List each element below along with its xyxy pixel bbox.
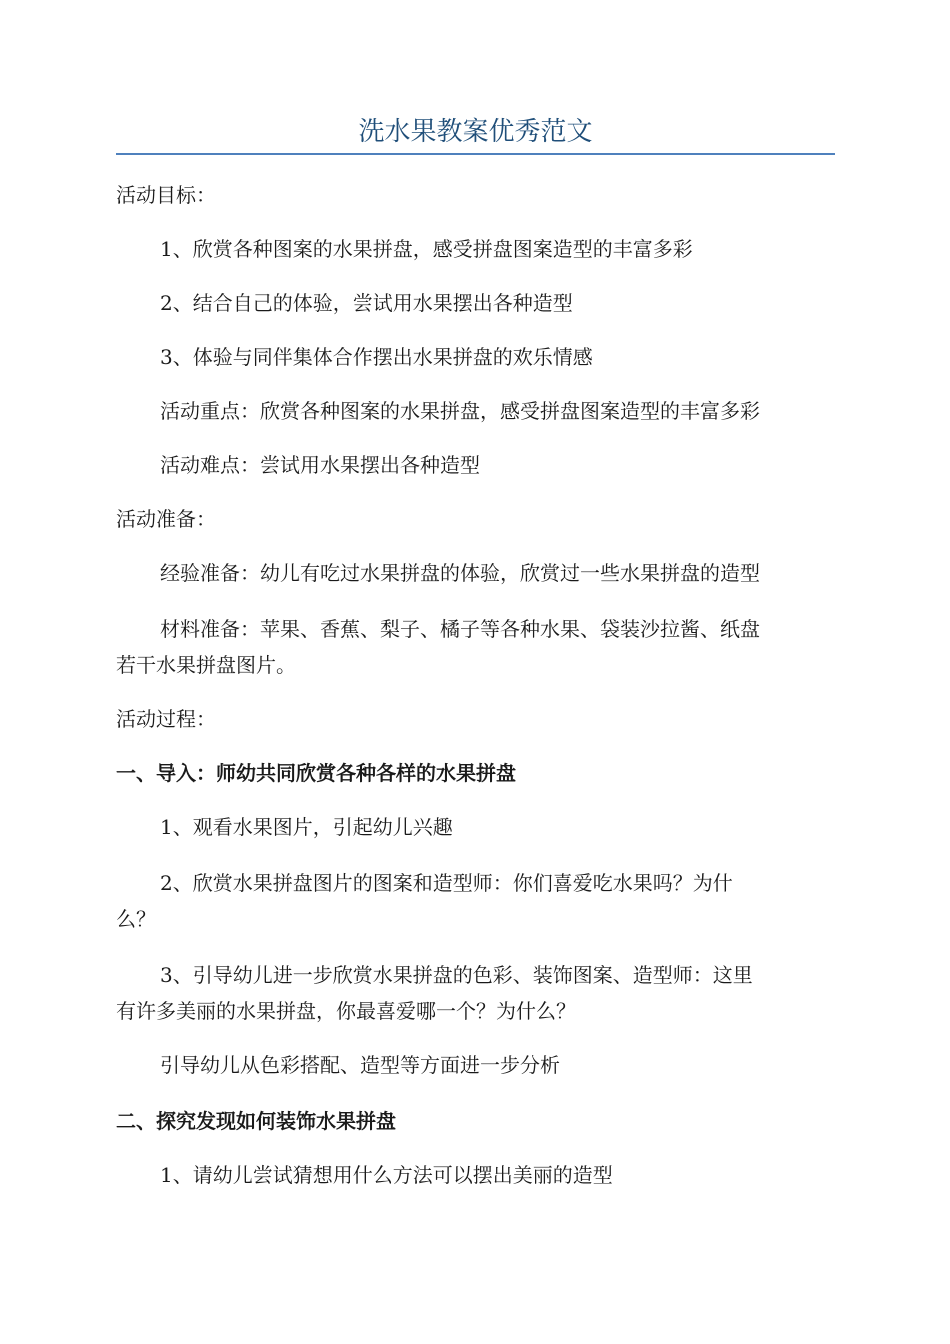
section-1-step-3-line-1: 3、引导幼儿进一步欣赏水果拼盘的色彩、装饰图案、造型师：这里 (160, 963, 753, 987)
key-point: 活动重点：欣赏各种图案的水果拼盘，感受拼盘图案造型的丰富多彩 (160, 399, 760, 423)
section-1-step-2-line-1: 2、欣赏水果拼盘图片的图案和造型师：你们喜爱吃水果吗？为什 (160, 871, 733, 895)
section-1-step-3-line-2: 有许多美丽的水果拼盘，你最喜爱哪一个？为什么？ (116, 999, 576, 1023)
goal-item-3: 3、体验与同伴集体合作摆出水果拼盘的欢乐情感 (160, 345, 593, 369)
difficulty: 活动难点：尝试用水果摆出各种造型 (160, 453, 480, 477)
title-underline (116, 153, 835, 155)
prep-experience: 经验准备：幼儿有吃过水果拼盘的体验，欣赏过一些水果拼盘的造型 (160, 561, 760, 585)
prep-materials-line-2: 若干水果拼盘图片。 (116, 653, 296, 677)
section-1-step-1: 1、观看水果图片，引起幼儿兴趣 (160, 815, 453, 839)
goal-item-1: 1、欣赏各种图案的水果拼盘，感受拼盘图案造型的丰富多彩 (160, 237, 693, 261)
goal-item-2: 2、结合自己的体验，尝试用水果摆出各种造型 (160, 291, 573, 315)
section-1-guide: 引导幼儿从色彩搭配、造型等方面进一步分析 (160, 1053, 560, 1077)
document-title: 洗水果教案优秀范文 (358, 117, 593, 147)
section-1-heading: 一、导入：师幼共同欣赏各种各样的水果拼盘 (116, 761, 516, 785)
prep-materials-line-1: 材料准备：苹果、香蕉、梨子、橘子等各种水果、袋装沙拉酱、纸盘 (160, 617, 760, 641)
goals-heading: 活动目标： (116, 183, 216, 207)
process-heading: 活动过程： (116, 707, 216, 731)
section-2-heading: 二、探究发现如何装饰水果拼盘 (116, 1109, 396, 1133)
prep-heading: 活动准备： (116, 507, 216, 531)
section-1-step-2-line-2: 么？ (116, 907, 156, 931)
section-2-step-1: 1、请幼儿尝试猜想用什么方法可以摆出美丽的造型 (160, 1163, 613, 1187)
